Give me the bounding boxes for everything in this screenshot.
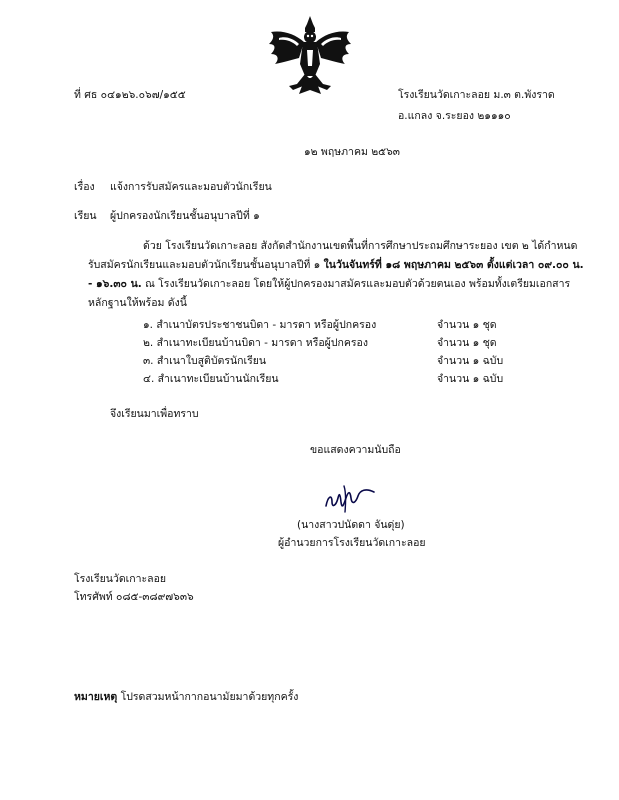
footer-phone: โทรศัพท์ ๐๘๕-๓๘๙๗๖๓๖ bbox=[74, 591, 194, 603]
subject-text: แจ้งการรับสมัครและมอบตัวนักเรียน bbox=[110, 181, 272, 193]
document-item-3-qty: จำนวน ๑ ฉบับ bbox=[437, 355, 504, 367]
school-address-line-2: อ.แกลง จ.ระยอง ๒๑๑๑๐ bbox=[398, 110, 511, 122]
handwritten-signature-icon bbox=[322, 484, 378, 514]
body-line-1: ด้วย โรงเรียนวัดเกาะลอย สังกัดสำนักงานเขตพื้นที่การศึกษาประถมศึกษาระยอง เขต ๒ ได้กำหนด bbox=[143, 240, 578, 252]
note-text: โปรดสวมหน้ากากอนามัยมาด้วยทุกครั้ง bbox=[117, 691, 299, 703]
document-item-1-label: ๑. สำเนาบัตรประชาชนบิดา - มารดา หรือผู้ปกครอง bbox=[143, 319, 377, 331]
signer-name: (นางสาวปนัดดา จันดุ่ย) bbox=[297, 519, 405, 531]
recipient-text: ผู้ปกครองนักเรียนชั้นอนุบาลปีที่ ๑ bbox=[110, 210, 260, 222]
signer-title: ผู้อำนวยการโรงเรียนวัดเกาะลอย bbox=[278, 537, 426, 549]
document-item-3-label: ๓. สำเนาใบสูติบัตรนักเรียน bbox=[143, 355, 267, 367]
footer-school: โรงเรียนวัดเกาะลอย bbox=[74, 573, 167, 585]
note bbox=[74, 690, 298, 704]
document-item-4-label: ๔. สำเนาทะเบียนบ้านนักเรียน bbox=[143, 373, 279, 385]
note-label: หมายเหตุ bbox=[74, 691, 118, 703]
closing-request: จึงเรียนมาเพื่อทราบ bbox=[110, 408, 199, 420]
recipient-label: เรียน bbox=[74, 210, 97, 222]
body-line-2-normal: รับสมัครนักเรียนและมอบตัวนักเรียนชั้นอนุบาลปีที่ ๑ bbox=[88, 259, 324, 271]
letter-date: ๑๒ พฤษภาคม ๒๕๖๓ bbox=[304, 146, 400, 158]
document-item-2-qty: จำนวน ๑ ชุด bbox=[437, 337, 497, 349]
body-line-3-normal: ณ โรงเรียนวัดเกาะลอย โดยให้ผู้ปกครองมาสมัครและมอบตัวด้วยตนเอง พร้อมทั้งเตรียมเอกสาร bbox=[141, 278, 571, 290]
body-line-3 bbox=[88, 277, 570, 291]
body-line-4: หลักฐานให้พร้อม ดังนี้ bbox=[88, 297, 187, 309]
body-line-2-bold: ในวันจันทร์ที่ ๑๘ พฤษภาคม ๒๕๖๓ ตั้งแต่เวลา ๐๙.๐๐ น. bbox=[323, 259, 584, 271]
body-line-3-bold: - ๑๖.๓๐ น. bbox=[88, 278, 142, 290]
document-item-1-qty: จำนวน ๑ ชุด bbox=[437, 319, 497, 331]
school-address-line-1: โรงเรียนวัดเกาะลอย ม.๓ ต.พังราด bbox=[398, 89, 555, 101]
document-item-2-label: ๒. สำเนาทะเบียนบ้านบิดา - มารดา หรือผู้ปกครอง bbox=[143, 337, 368, 349]
body-line-2 bbox=[88, 258, 584, 272]
reference-number: ที่ ศธ ๐๔๑๒๖.๐๖๗/๑๕๕ bbox=[74, 89, 186, 101]
closing-salutation: ขอแสดงความนับถือ bbox=[310, 444, 401, 456]
subject-label: เรื่อง bbox=[74, 181, 95, 193]
document-item-4-qty: จำนวน ๑ ฉบับ bbox=[437, 373, 504, 385]
garuda-emblem-icon bbox=[265, 14, 355, 98]
